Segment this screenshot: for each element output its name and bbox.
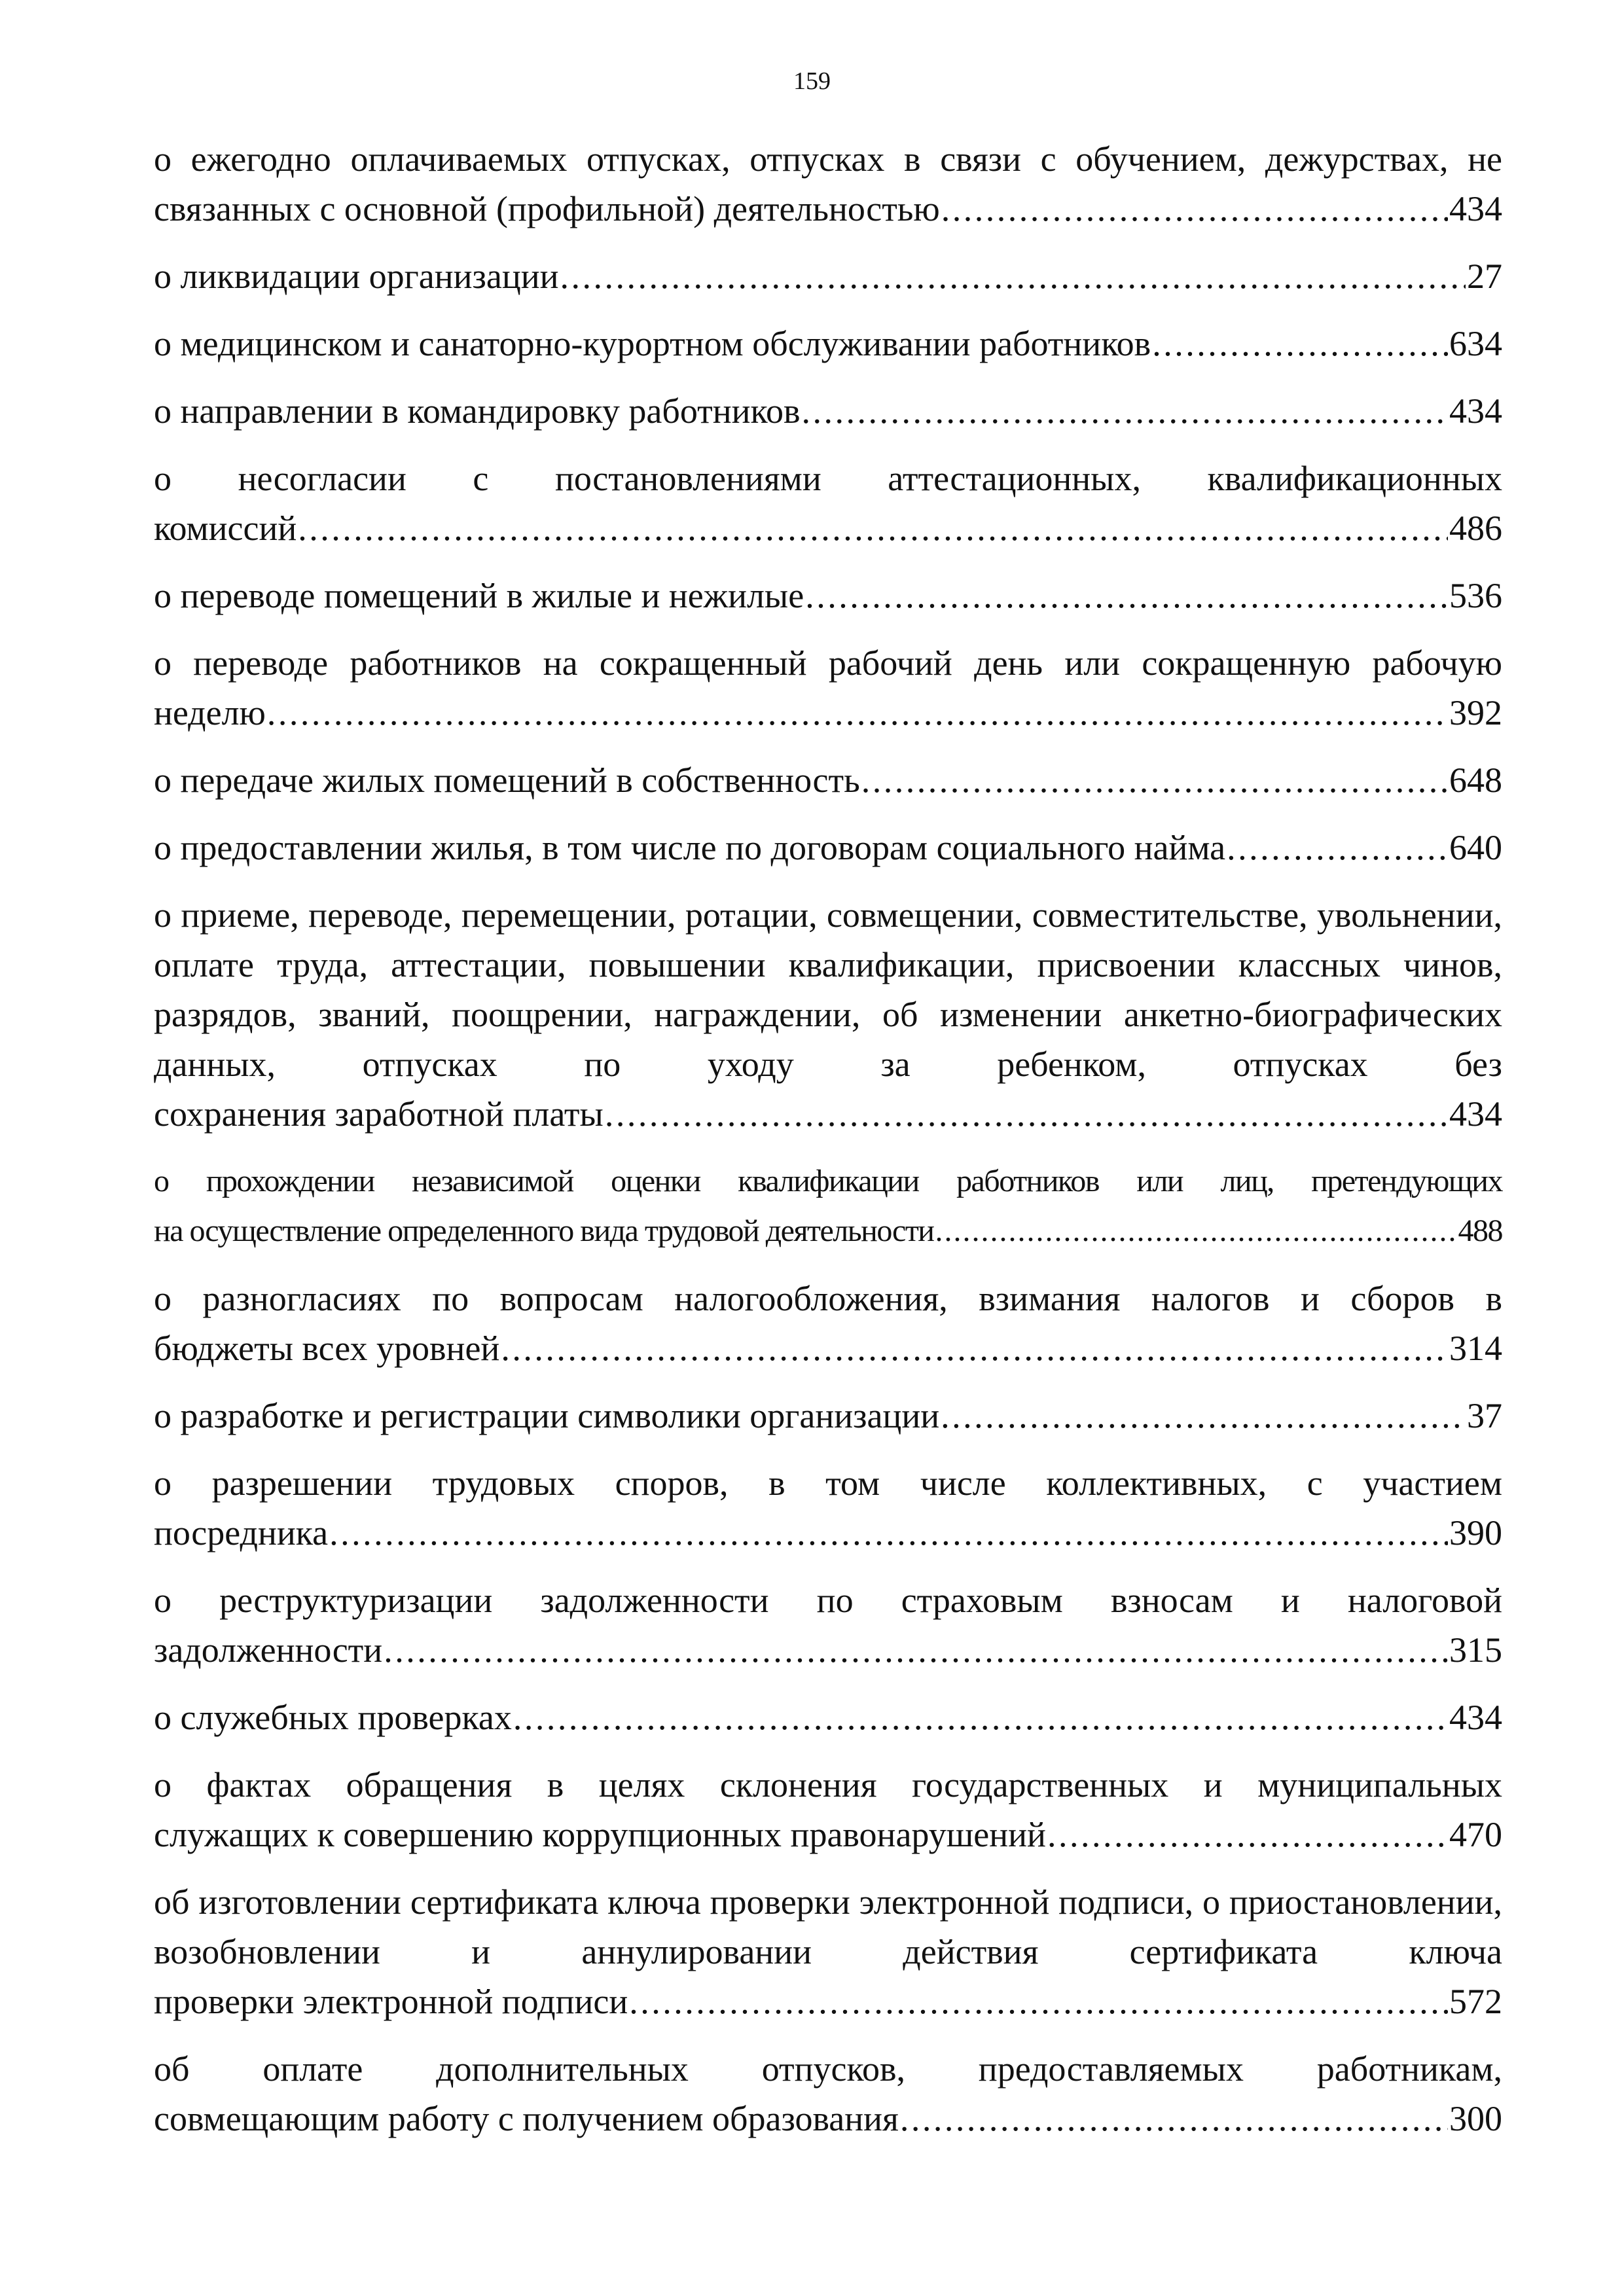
entry-leader-line (154, 1693, 1502, 1742)
entry-page-number: 390 (1449, 1513, 1502, 1552)
entry-leader-line (154, 1089, 1502, 1139)
entry-lead-text: о реструктуризации задолженности по страховым взносам и налоговой (154, 1581, 1502, 1620)
entry-title: сохранения заработной платы (154, 1094, 604, 1134)
entry-title: о предоставлении жилья, в том числе по договорам социального найма (154, 828, 1226, 867)
entry-leader-line (154, 386, 1502, 436)
entry-leader-line (154, 319, 1502, 368)
index-entry (154, 1760, 1502, 1859)
entry-lead-text: о несогласии с постановлениями аттестационных, квалификационных (154, 459, 1502, 498)
dot-leader (805, 571, 1448, 620)
entry-leader-line (154, 1206, 1502, 1256)
entry-title: о служебных проверках (154, 1698, 512, 1737)
entry-page-number: 434 (1449, 189, 1502, 228)
entry-page-number: 315 (1449, 1630, 1502, 1670)
entry-leader-line (154, 755, 1502, 805)
entry-page-number: 572 (1449, 1982, 1502, 2021)
entry-page-number: 470 (1449, 1815, 1502, 1854)
entry-page-number: 640 (1449, 828, 1502, 867)
dot-leader (1047, 1810, 1448, 1859)
dot-leader (861, 755, 1448, 805)
index-entry (154, 1157, 1502, 1256)
entry-leader-line (154, 2094, 1502, 2144)
dot-leader (298, 503, 1448, 553)
dot-leader (267, 688, 1448, 738)
entry-title: проверки электронной подписи (154, 1982, 628, 2021)
entry-lead-text: о переводе работников на сокращенный рабочий день или сокращенную рабочую (154, 643, 1502, 683)
dot-leader (629, 1977, 1448, 2026)
entry-leader-line (154, 688, 1502, 738)
index-entry (154, 1391, 1502, 1441)
index-entry (154, 134, 1502, 234)
entry-leader-line (154, 823, 1502, 872)
index-entry (154, 1575, 1502, 1675)
entry-page-number: 434 (1449, 1094, 1502, 1134)
entry-leader-line (154, 184, 1502, 234)
entry-page-number: 300 (1449, 2099, 1502, 2138)
index-entry (154, 890, 1502, 1139)
index-entry (154, 386, 1502, 436)
entry-title: о разработке и регистрации символики организации (154, 1396, 940, 1435)
entry-page-number: 314 (1449, 1329, 1502, 1368)
entry-page-number: 392 (1449, 693, 1502, 732)
entry-title: на осуществление определенного вида трудовой деятельности (154, 1213, 934, 1248)
entry-title: задолженности (154, 1630, 383, 1670)
entry-lead-text: о приеме, переводе, перемещении, ротации, совмещении, совместительстве, увольнении, оплате труда, аттестации, повышении квалификации, присвоении классных чинов, разрядов, званий, поощрении, награждении, об изменении анкетно-биографических данных, отпусках по уходу за ребенком, отпусках без (154, 895, 1502, 1084)
entry-page-number: 434 (1449, 1698, 1502, 1737)
entry-page-number: 648 (1449, 761, 1502, 800)
entry-title: служащих к совершению коррупционных правонарушений (154, 1815, 1046, 1854)
entry-title: о медицинском и санаторно-курортном обслуживании работников (154, 324, 1151, 363)
entry-page-number: 434 (1449, 391, 1502, 431)
entry-leader-line (154, 1508, 1502, 1558)
entry-lead-text: о прохождении независимой оценки квалификации работников или лиц, претендующих (154, 1164, 1502, 1198)
entry-title: неделю (154, 693, 266, 732)
entry-title: связанных с основной (профильной) деятельностью (154, 189, 940, 228)
index-entry (154, 2044, 1502, 2144)
entry-lead-text: о ежегодно оплачиваемых отпусках, отпусках в связи с обучением, дежурствах, не (154, 139, 1502, 179)
entry-leader-line (154, 251, 1502, 301)
dot-leader (802, 386, 1448, 436)
entry-title: комиссий (154, 509, 297, 548)
entry-leader-line (154, 1625, 1502, 1675)
index-entry (154, 319, 1502, 368)
entry-title: совмещающим работу с получением образования (154, 2099, 899, 2138)
entry-leader-line (154, 571, 1502, 620)
index-entry (154, 571, 1502, 620)
entry-page-number: 488 (1458, 1213, 1502, 1248)
entry-title: посредника (154, 1513, 329, 1552)
index-entry (154, 454, 1502, 553)
dot-leader (941, 184, 1448, 234)
dot-leader (513, 1693, 1448, 1742)
dot-leader (384, 1625, 1448, 1675)
entry-title: о ликвидации организации (154, 257, 559, 296)
index-entry (154, 823, 1502, 872)
index-entry (154, 1274, 1502, 1373)
entry-lead-text: об оплате дополнительных отпусков, предоставляемых работникам, (154, 2049, 1502, 2089)
index-entry (154, 1458, 1502, 1558)
index-entry (154, 251, 1502, 301)
index-entry (154, 638, 1502, 738)
dot-leader (1227, 823, 1448, 872)
entry-page-number: 486 (1449, 509, 1502, 548)
entry-title: бюджеты всех уровней (154, 1329, 500, 1368)
index-entry (154, 1877, 1502, 2026)
entry-title: о передаче жилых помещений в собственность (154, 761, 860, 800)
dot-leader (1152, 319, 1448, 368)
entry-page-number: 536 (1449, 576, 1502, 615)
entry-page-number: 27 (1467, 257, 1502, 296)
index-entries (154, 134, 1502, 2161)
entry-leader-line (154, 1323, 1502, 1373)
index-entry (154, 755, 1502, 805)
dot-leader (900, 2094, 1448, 2144)
entry-leader-line (154, 1391, 1502, 1441)
entry-lead-text: о разрешении трудовых споров, в том числе коллективных, с участием (154, 1463, 1502, 1503)
entry-title: о направлении в командировку работников (154, 391, 801, 431)
entry-leader-line (154, 503, 1502, 553)
entry-page-number: 634 (1449, 324, 1502, 363)
entry-page-number: 37 (1467, 1396, 1502, 1435)
entry-lead-text: о фактах обращения в целях склонения государственных и муниципальных (154, 1765, 1502, 1804)
dot-leader (560, 251, 1466, 301)
dot-leader (329, 1508, 1448, 1558)
page-number: 159 (793, 67, 831, 95)
entry-leader-line (154, 1810, 1502, 1859)
dot-leader (605, 1089, 1448, 1139)
entry-title: о переводе помещений в жилые и нежилые (154, 576, 804, 615)
entry-lead-text: о разногласиях по вопросам налогообложения, взимания налогов и сборов в (154, 1279, 1502, 1318)
entry-lead-text: об изготовлении сертификата ключа проверки электронной подписи, о приостановлении, возобновлении и аннулировании действия сертификата ключа (154, 1882, 1502, 1971)
dot-leader (501, 1323, 1448, 1373)
index-entry (154, 1693, 1502, 1742)
entry-leader-line (154, 1977, 1502, 2026)
dot-leader (941, 1391, 1466, 1441)
dot-leader (935, 1206, 1457, 1256)
